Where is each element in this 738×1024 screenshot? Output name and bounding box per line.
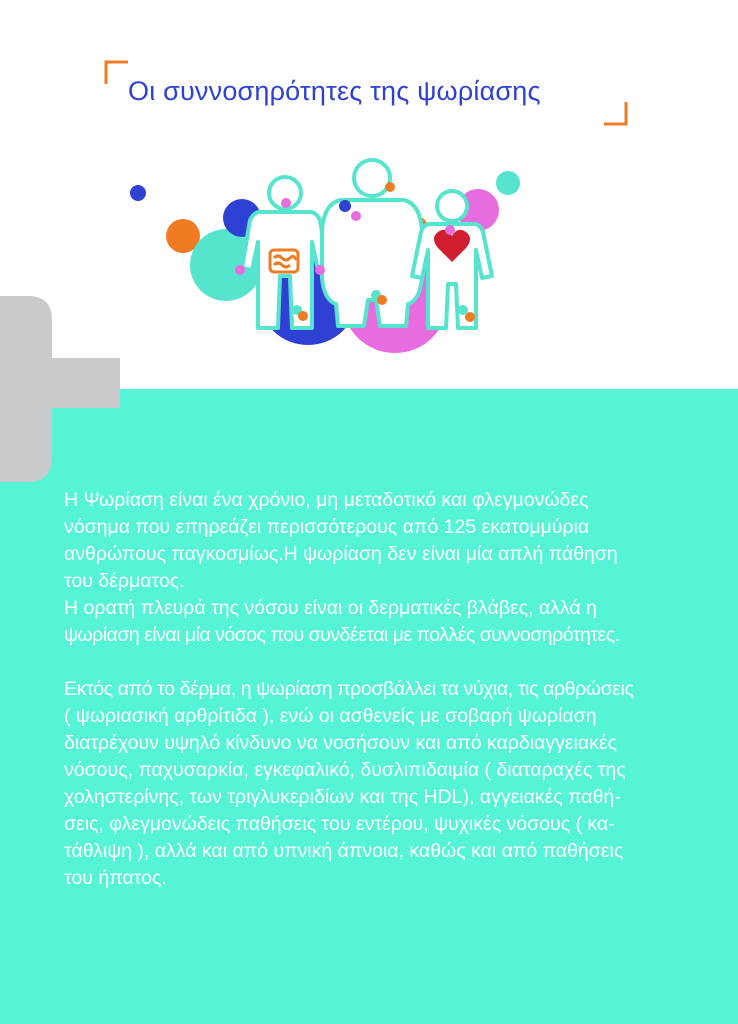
decor-circle [130, 185, 146, 201]
paragraph-line: τάθλιψη ), αλλά και από υπνική άπνοια, καθώς και από παθήσεις [64, 840, 624, 862]
accent-dot [377, 295, 387, 305]
paragraph-line: χοληστερίνης, των τριγλυκεριδίων και της HDL), αγγειακές παθή- [64, 786, 621, 808]
paragraph-line: νόσημα που επηρεάζει περισσότερους από 125 εκατομμύρια [64, 516, 590, 538]
accent-dot [339, 200, 351, 212]
page-title: Οι συννοσηρότητες της ψωρίασης [128, 76, 541, 106]
paragraph-line: ανθρώπους παγκοσμίως.Η ψωρίαση δεν είναι μία απλή πάθηση [64, 543, 618, 565]
accent-dot [298, 311, 308, 321]
orange-corner-bracket-top-left [104, 60, 130, 86]
paragraph-line: νόσους, παχυσαρκία, εγκεφαλικό, δυσλιπιδαιμία ( διαταραχές της [64, 759, 626, 781]
paragraph-line: του ήπατος. [64, 867, 167, 889]
accent-dot [445, 225, 455, 235]
orange-corner-bracket-bottom-right [602, 100, 628, 126]
paragraph-line: Η Ψωρίαση είναι ένα χρόνιο, μη μεταδοτικό και φλεγμονώδες [64, 489, 589, 511]
decor-circle [496, 171, 520, 195]
accent-dot [351, 211, 361, 221]
accent-dot [281, 198, 291, 208]
paragraph-line: του δέρματος. [64, 570, 185, 592]
comorbidities-illustration [120, 150, 540, 370]
accent-dot [465, 312, 475, 322]
accent-dot [385, 182, 395, 192]
accent-dot [235, 265, 245, 275]
human-figure-obese-icon [322, 160, 422, 326]
paragraph-line: ( ψωριασική αρθρίτιδα ), ενώ οι ασθενείς με σοβαρή ψωρίαση [64, 705, 597, 727]
paragraph-line: διατρέχουν υψηλό κίνδυνο να νοσήσουν και από καρδιαγγειακές [64, 732, 617, 754]
paragraph-line: σεις, φλεγμονώδεις παθήσεις του εντέρου, ψυχικές νόσους ( κα- [64, 813, 615, 835]
paragraph-line: Η ορατή πλευρά της νόσου είναι οι δερματικές βλάβες, αλλά η [64, 597, 597, 619]
grey-cross-icon [0, 296, 120, 482]
paragraph-line: ψωρίαση είναι μία νόσος που συνδέεται με πολλές συννοσηρότητες. [64, 624, 620, 646]
accent-dot [315, 265, 325, 275]
body-text [64, 487, 689, 892]
paragraph-line: Εκτός από το δέρμα, η ψωρίαση προσβάλλει τα νύχια, τις αρθρώσεις [64, 678, 634, 700]
